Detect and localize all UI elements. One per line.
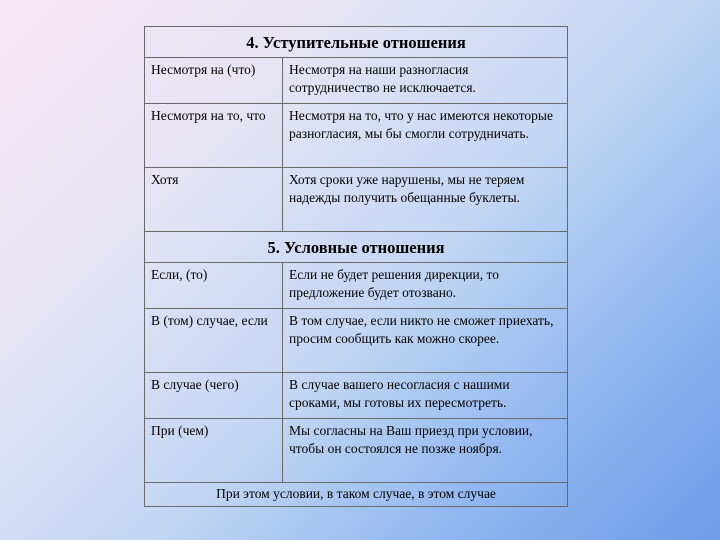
connector-cell: При (чем)	[145, 419, 283, 483]
example-cell: В том случае, если никто не сможет приехать, просим сообщить как можно скорее.	[283, 309, 568, 373]
connector-cell: Если, (то)	[145, 263, 283, 309]
table-row	[145, 263, 568, 309]
connector-cell: Хотя	[145, 168, 283, 232]
section-header-conditional	[145, 232, 568, 263]
footer-row	[145, 483, 568, 507]
example-cell: Несмотря на то, что у нас имеются некоторые разногласия, мы бы смогли сотрудничать.	[283, 104, 568, 168]
section-title-conditional: 5. Условные отношения	[145, 232, 568, 263]
footer-note: При этом условии, в таком случае, в этом случае	[145, 483, 568, 507]
example-cell: Если не будет решения дирекции, то предложение будет отозвано.	[283, 263, 568, 309]
example-cell: Несмотря на наши разногласия сотрудничество не исключается.	[283, 58, 568, 104]
example-cell: Мы согласны на Ваш приезд при условии, чтобы он состоялся не позже ноября.	[283, 419, 568, 483]
relations-table	[144, 26, 568, 507]
table-row	[145, 168, 568, 232]
table-row	[145, 309, 568, 373]
connector-cell: Несмотря на то, что	[145, 104, 283, 168]
section-header-concessive	[145, 27, 568, 58]
example-cell: В случае вашего несогласия с нашими сроками, мы готовы их пересмотреть.	[283, 373, 568, 419]
connector-cell: В случае (чего)	[145, 373, 283, 419]
example-cell: Хотя сроки уже нарушены, мы не теряем надежды получить обещанные буклеты.	[283, 168, 568, 232]
table-row	[145, 373, 568, 419]
section-title-concessive: 4. Уступительные отношения	[145, 27, 568, 58]
connector-cell: Несмотря на (что)	[145, 58, 283, 104]
table-row	[145, 419, 568, 483]
table-row	[145, 104, 568, 168]
table-row	[145, 58, 568, 104]
connector-cell: В (том) случае, если	[145, 309, 283, 373]
